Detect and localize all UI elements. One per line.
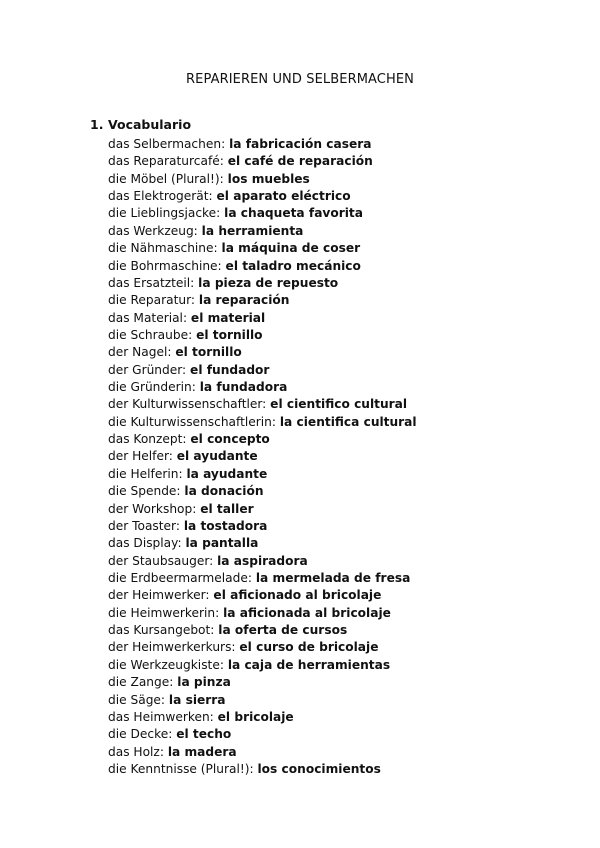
vocabulary-item xyxy=(108,153,417,170)
german-term: die Schraube: xyxy=(108,327,193,342)
german-term: das Ersatzteil: xyxy=(108,275,195,290)
spanish-translation: la ayudante xyxy=(186,466,268,481)
german-term: der Nagel: xyxy=(108,345,172,360)
vocabulary-item xyxy=(108,657,417,674)
spanish-translation: la fabricación casera xyxy=(229,137,372,151)
section-heading xyxy=(90,117,191,132)
spanish-translation: la caja de herramientas xyxy=(227,657,391,672)
vocabulary-item xyxy=(108,240,417,257)
german-term: die Kulturwissenschaftlerin: xyxy=(108,414,276,429)
spanish-translation: la sierra xyxy=(168,692,226,707)
vocabulary-item xyxy=(108,518,417,535)
spanish-translation: el tornillo xyxy=(175,345,242,360)
vocabulary-item xyxy=(108,136,417,153)
vocabulary-item xyxy=(108,501,417,518)
german-term: der Toaster: xyxy=(108,518,180,533)
spanish-translation: la pantalla xyxy=(185,536,259,551)
spanish-translation: el concepto xyxy=(190,432,270,447)
german-term: die Heimwerkerin: xyxy=(108,605,220,620)
german-term: die Säge: xyxy=(108,692,166,707)
spanish-translation: la cientifica cultural xyxy=(279,414,417,429)
vocabulary-item xyxy=(108,275,417,292)
spanish-translation: el taller xyxy=(200,501,254,516)
german-term: die Reparatur: xyxy=(108,293,196,308)
spanish-translation: el ayudante xyxy=(176,449,258,464)
spanish-translation: el taladro mecánico xyxy=(225,258,361,273)
spanish-translation: la chaqueta favorita xyxy=(224,206,363,221)
german-term: das Material: xyxy=(108,310,188,325)
vocabulary-item xyxy=(108,188,417,205)
german-term: der Workshop: xyxy=(108,501,197,516)
german-term: die Spende: xyxy=(108,484,181,499)
german-term: das Werkzeug: xyxy=(108,223,198,238)
vocabulary-item xyxy=(108,483,417,500)
spanish-translation: la oferta de cursos xyxy=(218,623,348,638)
vocabulary-item xyxy=(108,553,417,570)
vocabulary-item xyxy=(108,622,417,639)
vocabulary-item xyxy=(108,466,417,483)
german-term: der Helfer: xyxy=(108,449,173,464)
german-term: die Lieblingsjacke: xyxy=(108,206,221,221)
vocabulary-item xyxy=(108,292,417,309)
german-term: das Reparaturcafé: xyxy=(108,154,224,169)
spanish-translation: la fundadora xyxy=(199,380,288,395)
vocabulary-item xyxy=(108,674,417,691)
spanish-translation: los muebles xyxy=(227,171,310,186)
vocabulary-item xyxy=(108,535,417,552)
german-term: die Kenntnisse (Plural!): xyxy=(108,761,254,776)
spanish-translation: la aficionada al bricolaje xyxy=(223,605,391,620)
spanish-translation: el fundador xyxy=(190,362,270,377)
german-term: das Selbermachen: xyxy=(108,137,226,151)
vocabulary-item xyxy=(108,639,417,656)
german-term: die Werkzeugkiste: xyxy=(108,657,224,672)
vocabulary-item xyxy=(108,344,417,361)
vocabulary-item xyxy=(108,414,417,431)
german-term: die Möbel (Plural!): xyxy=(108,171,224,186)
spanish-translation: la tostadora xyxy=(183,518,268,533)
vocabulary-item xyxy=(108,570,417,587)
spanish-translation: la madera xyxy=(167,744,237,759)
german-term: der Kulturwissenschaftler: xyxy=(108,397,267,412)
spanish-translation: la pinza xyxy=(177,675,231,690)
german-term: die Bohrmaschine: xyxy=(108,258,222,273)
vocabulary-item xyxy=(108,171,417,188)
german-term: die Nähmaschine: xyxy=(108,241,218,256)
spanish-translation: la donación xyxy=(184,484,264,499)
vocabulary-item xyxy=(108,726,417,743)
vocabulary-item xyxy=(108,223,417,240)
vocabulary-item xyxy=(108,205,417,222)
german-term: der Staubsauger: xyxy=(108,553,214,568)
vocabulary-item xyxy=(108,692,417,709)
german-term: der Heimwerker: xyxy=(108,588,210,603)
german-term: das Holz: xyxy=(108,744,164,759)
spanish-translation: la reparación xyxy=(198,293,290,308)
vocabulary-list xyxy=(108,136,417,778)
spanish-translation: la pieza de repuesto xyxy=(198,275,339,290)
vocabulary-item xyxy=(108,379,417,396)
spanish-translation: el aparato eléctrico xyxy=(216,189,351,204)
spanish-translation: el material xyxy=(190,310,266,325)
german-term: das Kursangebot: xyxy=(108,623,215,638)
german-term: die Helferin: xyxy=(108,466,183,481)
spanish-translation: la aspiradora xyxy=(217,553,308,568)
spanish-translation: el café de reparación xyxy=(227,154,373,169)
spanish-translation: el curso de bricolaje xyxy=(239,640,379,655)
spanish-translation: el aficionado al bricolaje xyxy=(213,588,382,603)
vocabulary-item xyxy=(108,327,417,344)
vocabulary-item xyxy=(108,396,417,413)
vocabulary-item xyxy=(108,605,417,622)
spanish-translation: el tornillo xyxy=(196,327,263,342)
german-term: die Decke: xyxy=(108,727,173,742)
spanish-translation: la herramienta xyxy=(201,223,304,238)
vocabulary-item xyxy=(108,709,417,726)
german-term: die Erdbeermarmelade: xyxy=(108,570,252,585)
german-term: die Zange: xyxy=(108,675,174,690)
section-number: 1. xyxy=(90,117,104,132)
vocabulary-item xyxy=(108,362,417,379)
vocabulary-item xyxy=(108,310,417,327)
vocabulary-item xyxy=(108,744,417,761)
vocabulary-item xyxy=(108,761,417,778)
spanish-translation: el bricolaje xyxy=(217,709,294,724)
german-term: die Gründerin: xyxy=(108,380,196,395)
spanish-translation: el techo xyxy=(176,727,232,742)
vocabulary-item xyxy=(108,431,417,448)
vocabulary-item xyxy=(108,587,417,604)
german-term: das Konzept: xyxy=(108,432,187,447)
section-title: Vocabulario xyxy=(108,117,192,132)
german-term: der Gründer: xyxy=(108,362,187,377)
document-title: REPARIEREN UND SELBERMACHEN xyxy=(186,72,414,87)
german-term: der Heimwerkerkurs: xyxy=(108,640,236,655)
german-term: das Elektrogerät: xyxy=(108,189,213,204)
vocabulary-item xyxy=(108,258,417,275)
spanish-translation: la máquina de coser xyxy=(221,241,361,256)
spanish-translation: la mermelada de fresa xyxy=(255,570,411,585)
vocabulary-item xyxy=(108,448,417,465)
spanish-translation: el cientifico cultural xyxy=(270,397,408,412)
spanish-translation: los conocimientos xyxy=(257,761,381,776)
german-term: das Heimwerken: xyxy=(108,709,214,724)
german-term: das Display: xyxy=(108,536,182,551)
